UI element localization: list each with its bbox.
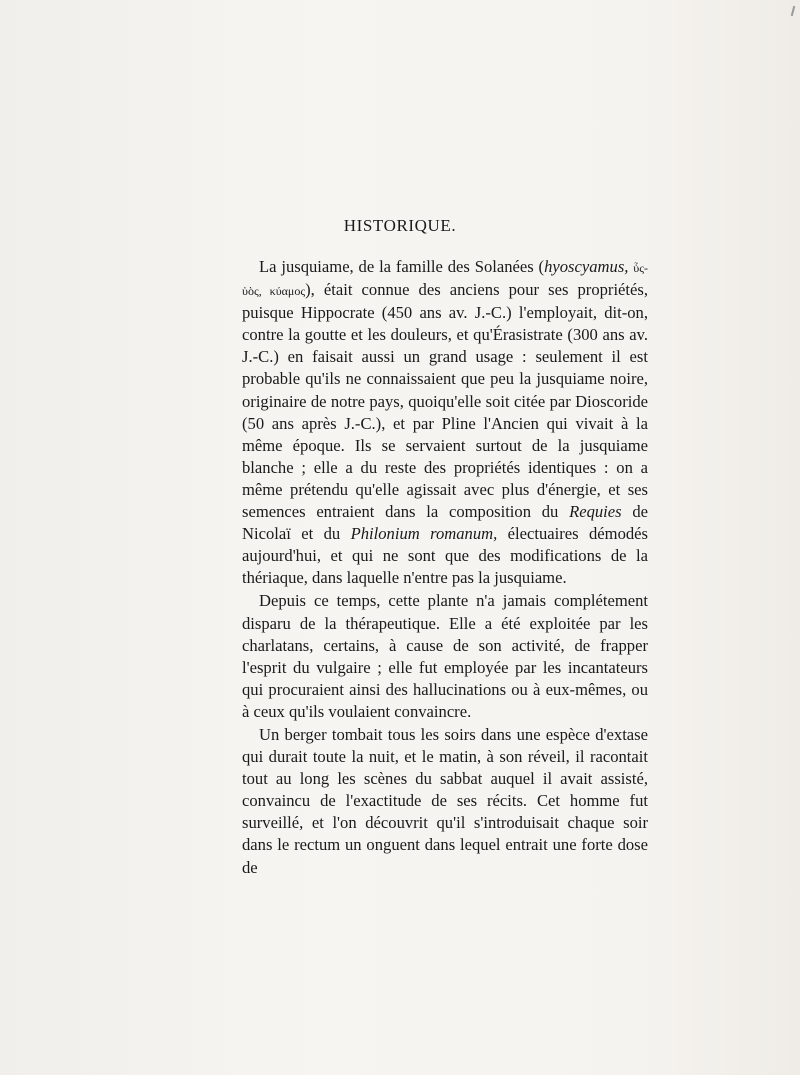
paragraph-2 [242, 590, 648, 723]
page-edge-mark [791, 6, 796, 16]
italic-term: hyoscyamus, [544, 257, 629, 276]
body-text [242, 256, 648, 879]
paragraph-1 [242, 256, 648, 589]
section-heading: HISTORIQUE. [343, 216, 457, 235]
paragraph-3 [242, 724, 648, 879]
text-run: Un berger tombait tous les soirs dans une espèce d'extase qui durait toute la nuit, et le matin, à son réveil, il racontait tout au long les scènes du sabbat auquel il avait assisté, convaincu de l'exactitude de ses récits. Cet homme fut surveillé, et l'on découvrit qu'il s'introduisait chaque soir dans le rectum un onguent dans lequel entrait une forte dose de [242, 724, 648, 877]
text-run: ), était connue des anciens pour ses propriétés, puisque Hippocrate (450 ans av. J.-C.) l'employait, dit-on, contre la goutte et les douleurs, et qu'Érasistrate (300 ans av. J.-C.) en faisait aussi un grand usage : seulement il est probable qu'ils ne connaissaient que peu la jusquiame noire, originaire de notre pays, quoiqu'elle soit citée par Dioscoride (50 ans après J.-C.), et par Pline l'Ancien qui vivait à la même époque. Ils se servaient surtout de la jusquiame blanche ; elle a du reste des propriétés identiques : on a même prétendu qu'elle agissait avec plus d'énergie, et ses semences entraient dans la composition du [242, 280, 649, 522]
italic-term: Requies [569, 502, 622, 522]
italic-term: Philonium romanum, [350, 524, 498, 544]
text-run: Depuis ce temps, cette plante n'a jamais complétement disparu de la thérapeutique. Elle a été exploitée par les charlatans, certains, à cause de son activité, de frapper l'esprit du vulgaire ; elle fut employée par les incantateurs qui procuraient ainsi des hallucinations ou à eux-mêmes, ou à ceux qu'ils voulaient convaincre. [242, 591, 648, 721]
greek-term: ὗς-ὑὸς, κύαμος [242, 261, 648, 299]
text-run: de Nicolaï et du [242, 502, 649, 544]
text-run: La jusquiame, de la famille des Solanées ( [259, 257, 545, 276]
text-run: électuaires démodés aujourd'hui, et qui ne sont que des modifications de la thériaque, dans laquelle n'entre pas la jusquiame. [242, 524, 648, 588]
